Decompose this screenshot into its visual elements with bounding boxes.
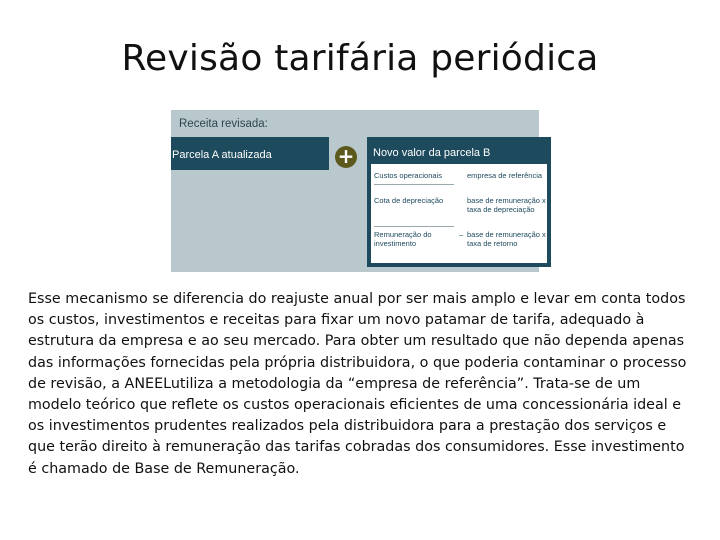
parcel-a-box <box>171 137 329 170</box>
revenue-diagram <box>171 110 546 272</box>
component-name: Custos operacionais <box>374 171 442 180</box>
diagram-label: Receita revisada: <box>179 118 268 130</box>
parcel-a-label: Parcela A atualizada <box>172 149 272 161</box>
component-name: Remuneração do investimento <box>374 230 432 248</box>
component-value: base de remuneração x taxa de retorno <box>467 230 546 248</box>
component-dash: – <box>459 230 464 239</box>
row-divider <box>374 226 454 227</box>
plus-icon: + <box>335 146 357 168</box>
parcel-b-box <box>367 137 551 267</box>
component-value: empresa de referência <box>467 171 543 180</box>
parcel-b-title: Novo valor da parcela B <box>373 147 491 159</box>
parcel-b-components <box>371 164 547 263</box>
row-divider <box>374 184 454 185</box>
component-value: base de remuneração x taxa de depreciação <box>467 196 546 214</box>
body-paragraph: Esse mecanismo se diferencia do reajuste anual por ser mais amplo e levar em conta todos os custos, investimentos e receitas para fixar um novo patamar de tarifa, adequado à estrutura da empresa e ao seu mercado. Para obter um resultado que não dependa apenas das informações fornecidas pela própria distribuidora, o que poderia contaminar o processo de revisão, a ANEELutiliza a metodologia da “empresa de referência”. Trata-se de um modelo teórico que reflete os custos operacionais eficientes de uma concessionária ideal e os investimentos prudentes realizados pela distribuidora para a prestação dos serviços e que terão direito à remuneração das tarifas cobradas dos consumidores. Esse investimento é chamado de Base de Remuneração. <box>28 291 687 477</box>
slide-title: Revisão tarifária periódica <box>121 38 599 79</box>
component-name: Cota de depreciação <box>374 196 444 205</box>
